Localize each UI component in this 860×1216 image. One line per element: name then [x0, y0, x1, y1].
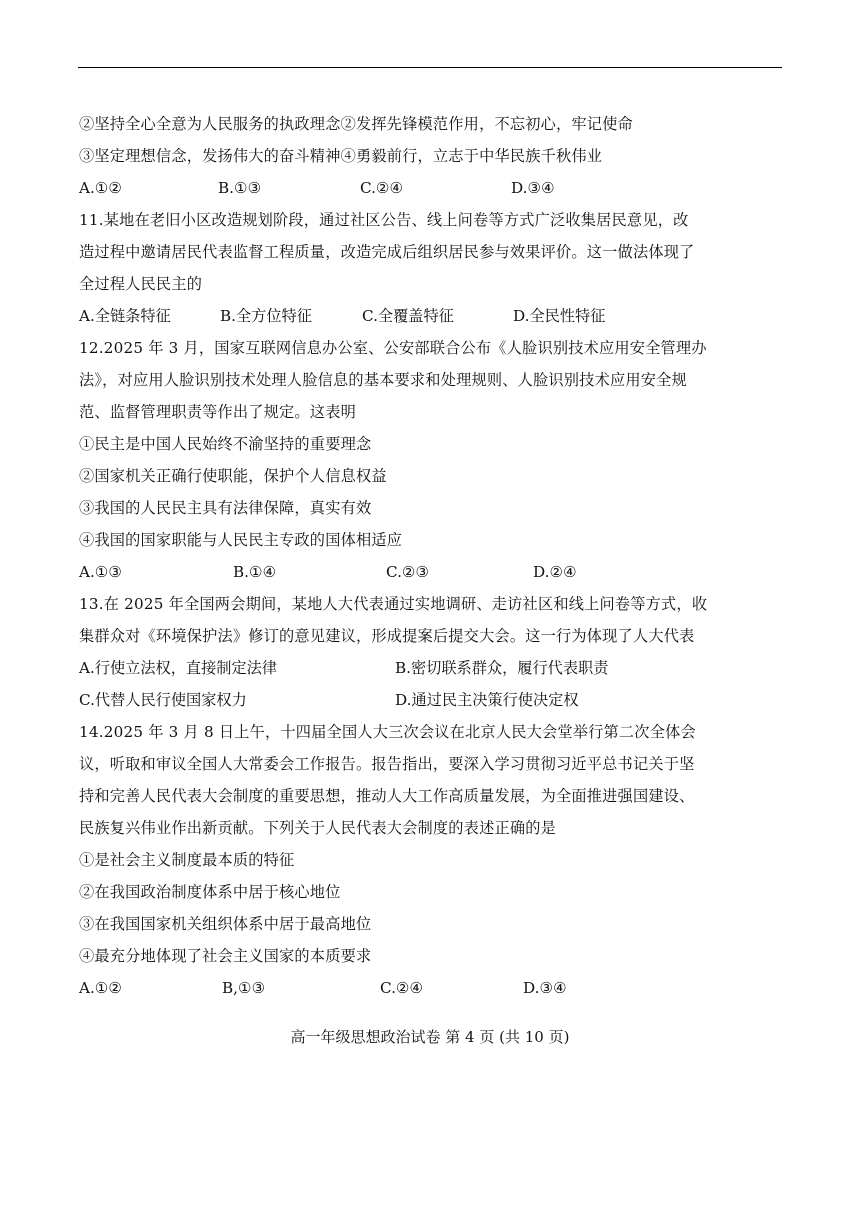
q14-stem-line-1: 14.2025 年 3 月 8 日上午，十四届全国人大三次会议在北京人民大会堂举行第二次全体会 — [79, 723, 696, 741]
q11-option-a: A.全链条特征 — [79, 307, 171, 325]
q14-options — [79, 972, 783, 1004]
q11-option-d: D.全民性特征 — [513, 307, 606, 325]
q10-statement-line-1: ②坚持全心全意为人民服务的执政理念②发挥先锋模范作用，不忘初心，牢记使命 — [79, 115, 633, 133]
q14-statement-3: ③在我国国家机关组织体系中居于最高地位 — [79, 915, 372, 933]
q12-option-d: D.②④ — [533, 563, 577, 581]
q14-option-b: B,①③ — [222, 979, 266, 997]
q13-options-row-2 — [79, 684, 783, 716]
q13-option-b: B.密切联系群众，履行代表职责 — [395, 659, 609, 677]
q11-option-b: B.全方位特征 — [220, 307, 312, 325]
q12-stem-line-3: 范、监督管理职责等作出了规定。这表明 — [79, 403, 356, 421]
page-footer: 高一年级思想政治试卷 第 4 页 (共 10 页) — [290, 1028, 570, 1046]
q13-stem-line-1: 13.在 2025 年全国两会期间，某地人大代表通过实地调研、走访社区和线上问卷等方式，收 — [79, 595, 708, 613]
q12-option-a: A.①③ — [79, 563, 123, 581]
q10-statement-line-2: ③坚定理想信念，发扬伟大的奋斗精神④勇毅前行，立志于中华民族千秋伟业 — [79, 147, 603, 165]
q10-option-d: D.③④ — [511, 179, 555, 197]
q11-options — [79, 300, 783, 332]
q13-options-row-1 — [79, 652, 783, 684]
q10-option-a: A.①② — [79, 179, 123, 197]
q12-statement-4: ④我国的国家职能与人民民主专政的国体相适应 — [79, 531, 403, 549]
q12-statement-1: ①民主是中国人民始终不渝坚持的重要理念 — [79, 435, 372, 453]
q11-option-c: C.全覆盖特征 — [362, 307, 454, 325]
q14-option-a: A.①② — [79, 979, 123, 997]
q14-stem-line-4: 民族复兴伟业作出新贡献。下列关于人民代表大会制度的表述正确的是 — [79, 819, 557, 837]
q14-stem-line-3: 持和完善人民代表大会制度的重要思想，推动人大工作高质量发展，为全面推进强国建设、 — [79, 787, 695, 805]
q12-options — [79, 556, 783, 588]
q12-statement-3: ③我国的人民民主具有法律保障，真实有效 — [79, 499, 372, 517]
q14-option-d: D.③④ — [523, 979, 567, 997]
q12-option-c: C.②③ — [386, 563, 430, 581]
q13-option-a: A.行使立法权，直接制定法律 — [79, 659, 278, 677]
q10-option-c: C.②④ — [360, 179, 404, 197]
q14-stem-line-2: 议，听取和审议全国人大常委会工作报告。报告指出，要深入学习贯彻习近平总书记关于坚 — [79, 755, 695, 773]
q12-stem-line-1: 12.2025 年 3 月，国家互联网信息办公室、公安部联合公布《人脸识别技术应用安全管理办 — [79, 339, 707, 357]
q12-option-b: B.①④ — [233, 563, 277, 581]
q11-stem-line-2: 造过程中邀请居民代表监督工程质量，改造完成后组织居民参与效果评价。这一做法体现了 — [79, 243, 695, 261]
q14-statement-4: ④最充分地体现了社会主义国家的本质要求 — [79, 947, 372, 965]
q11-stem-line-1: 11.某地在老旧小区改造规划阶段，通过社区公告、线上问卷等方式广泛收集居民意见，改 — [79, 211, 689, 229]
exam-content — [79, 108, 783, 1004]
q13-option-c: C.代替人民行使国家权力 — [79, 691, 247, 709]
header-rule — [78, 67, 782, 68]
q12-statement-2: ②国家机关正确行使职能，保护个人信息权益 — [79, 467, 387, 485]
q14-statement-2: ②在我国政治制度体系中居于核心地位 — [79, 883, 341, 901]
q13-option-d: D.通过民主决策行使决定权 — [395, 691, 579, 709]
q10-options — [79, 172, 783, 204]
q14-statement-1: ①是社会主义制度最本质的特征 — [79, 851, 295, 869]
q12-stem-line-2: 法》，对应用人脸识别技术处理人脸信息的基本要求和处理规则、人脸识别技术应用安全规 — [79, 371, 687, 389]
q14-option-c: C.②④ — [380, 979, 424, 997]
q11-stem-line-3: 全过程人民民主的 — [79, 275, 203, 293]
q10-option-b: B.①③ — [218, 179, 262, 197]
q13-stem-line-2: 集群众对《环境保护法》修订的意见建议，形成提案后提交大会。这一行为体现了人大代表 — [79, 627, 695, 645]
